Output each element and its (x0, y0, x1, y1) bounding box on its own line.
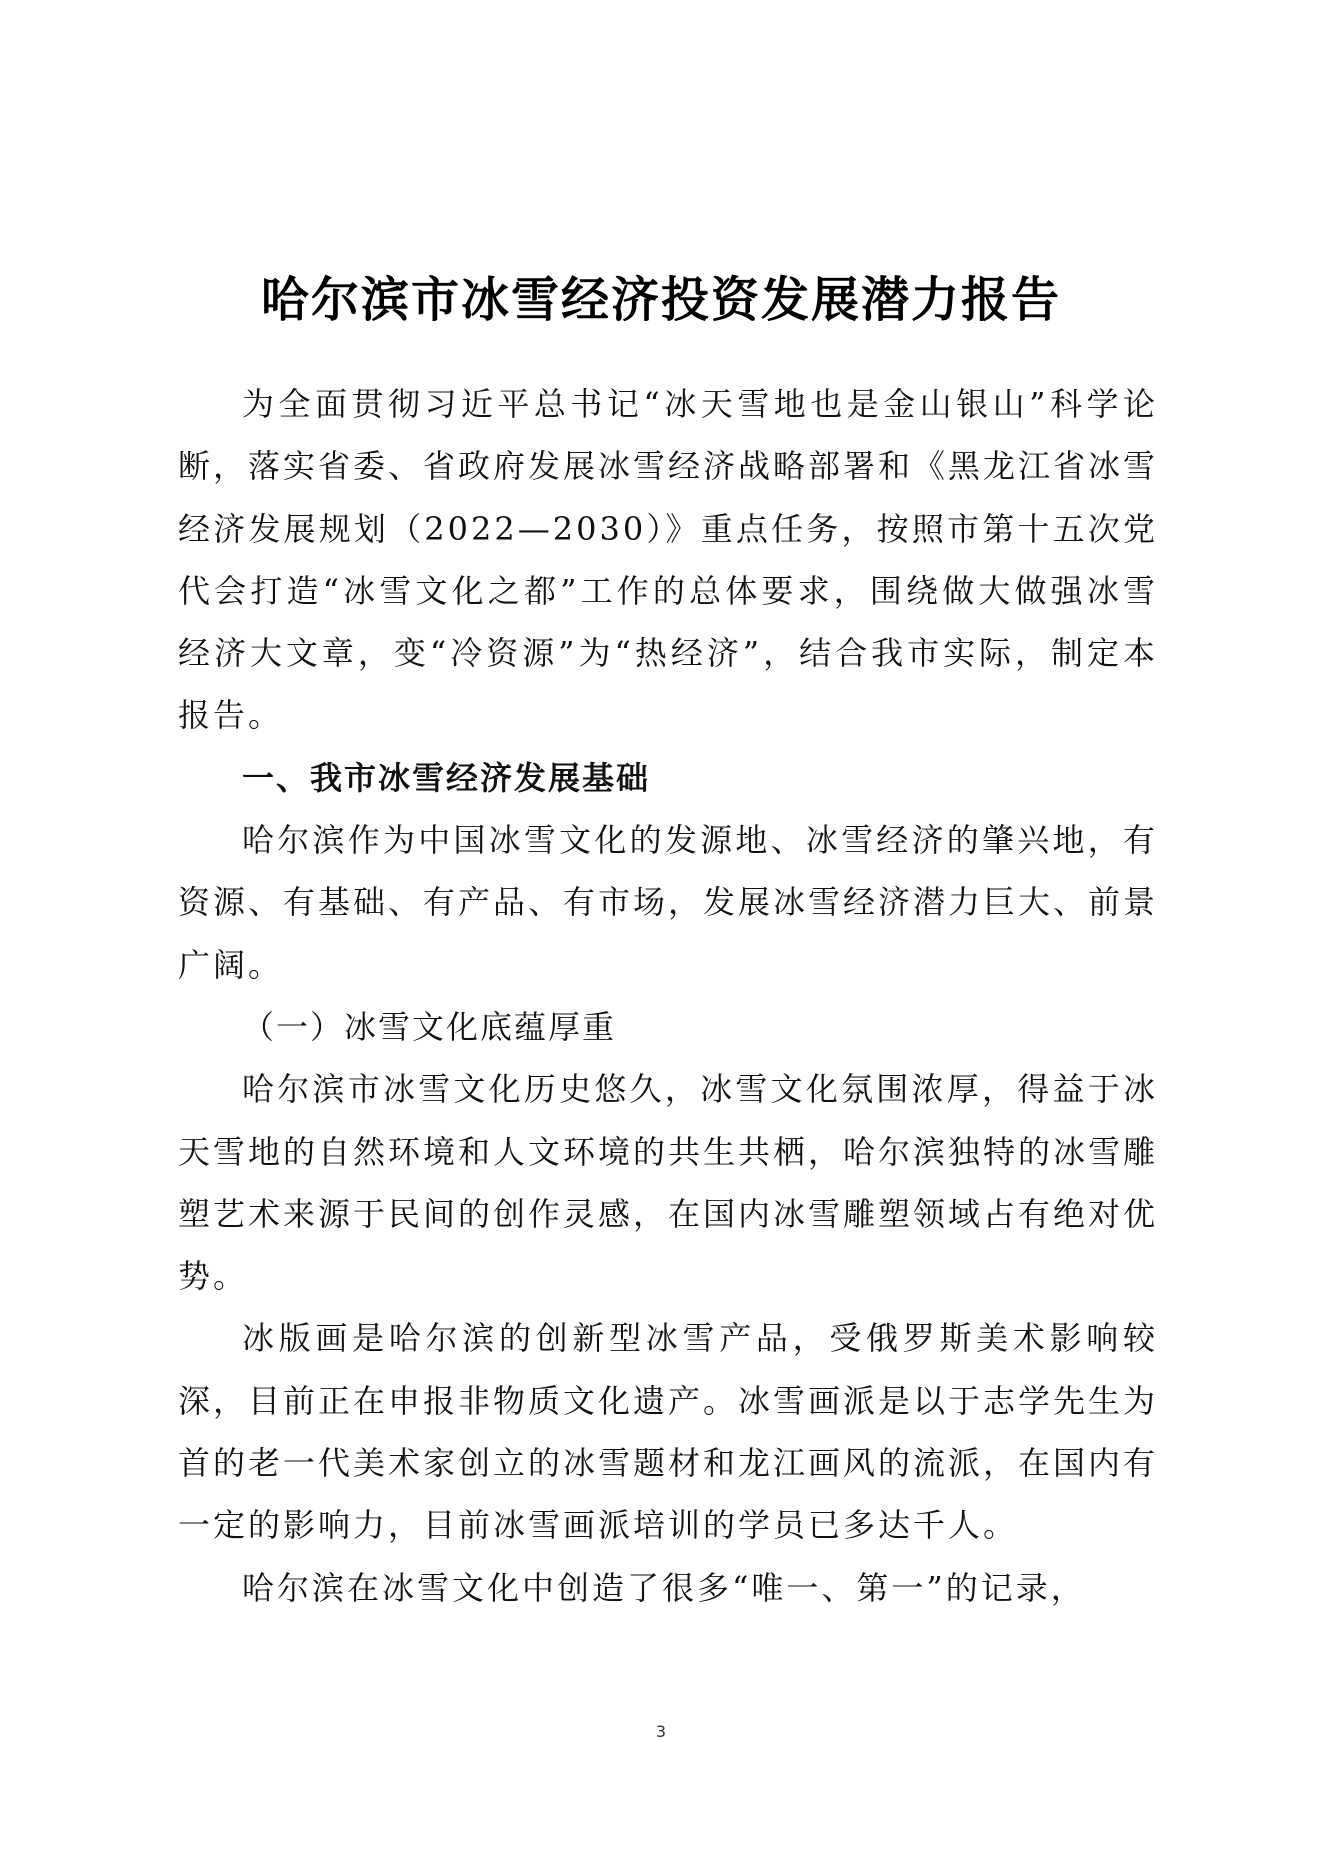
subsection-heading: （一）冰雪文化底蕴厚重 (242, 1007, 617, 1046)
body-paragraph: 哈尔滨在冰雪文化中创造了很多“唯一、第一”的记录， (242, 1568, 1086, 1607)
document-body (178, 373, 1158, 1619)
body-paragraph: 哈尔滨作为中国冰雪文化的发源地、冰雪经济的肇兴地，有资源、有基础、有产品、有市场，发展冰雪经济潜力巨大、前景广阔。 (178, 821, 1159, 984)
body-paragraph: 哈尔滨市冰雪文化历史悠久，冰雪文化氛围浓厚，得益于冰天雪地的自然环境和人文环境的共生共栖，哈尔滨独特的冰雪雕塑艺术来源于民间的创作灵感，在国内冰雪雕塑领域占有绝对优势。 (178, 1070, 1159, 1296)
intro-paragraph: 为全面贯彻习近平总书记“冰天雪地也是金山银山”科学论断，落实省委、省政府发展冰雪经济战略部署和《黑龙江省冰雪经济发展规划（2022—2030）》重点任务，按照市第十五次党代会打造“冰雪文化之都”工作的总体要求，围绕做大做强冰雪经济大文章，变“冷资源”为“热经济”，结合我市实际，制定本报告。 (178, 385, 1159, 735)
body-paragraph: 冰版画是哈尔滨的创新型冰雪产品，受俄罗斯美术影响较深，目前正在申报非物质文化遗产。冰雪画派是以于志学先生为首的老一代美术家创立的冰雪题材和龙江画风的流派，在国内有一定的影响力，目前冰雪画派培训的学员已多达千人。 (178, 1319, 1159, 1545)
page-number: 3 (655, 1722, 667, 1741)
section-heading: 一、我市冰雪经济发展基础 (242, 758, 651, 797)
document-title: 哈尔滨市冰雪经济投资发展潜力报告 (260, 272, 1061, 329)
